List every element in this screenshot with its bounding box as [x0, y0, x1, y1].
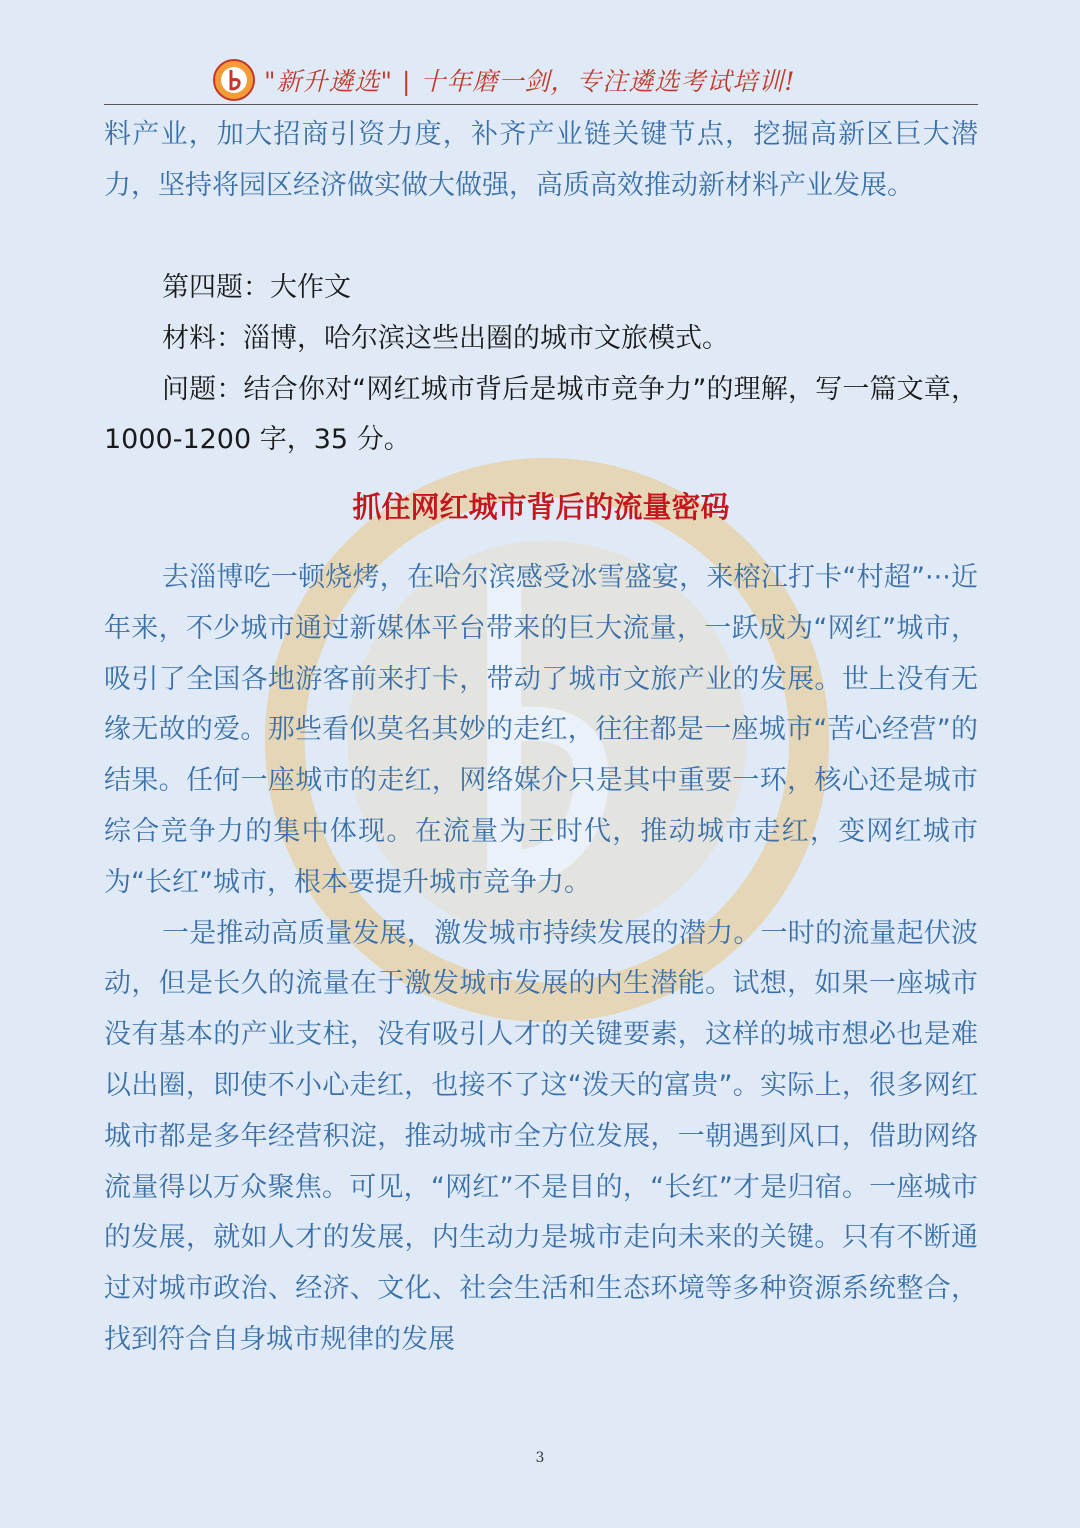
- brand-logo-icon: [212, 58, 256, 102]
- question-material: 材料：淄博，哈尔滨这些出圈的城市文旅模式。: [162, 322, 729, 354]
- page-header: [104, 52, 978, 105]
- question-prompt: 问题：结合你对“网红城市背后是城市竞争力”的理解，写一篇文章，1000-1200 字，35 分。: [104, 373, 978, 456]
- essay-title: 抓住网红城市背后的流量密码: [352, 490, 730, 524]
- intro-paragraph: [104, 110, 978, 212]
- question-block: [104, 263, 978, 466]
- page-number: 3: [535, 1450, 545, 1466]
- essay-body: [104, 553, 978, 1366]
- header-slogan: "新升遴选" | 十年磨一剑，专注遴选考试培训!: [264, 67, 796, 96]
- intro-text: 料产业，加大招商引资力度，补齐产业链关键节点，挖掘高新区巨大潜力，坚持将园区经济做实做大做强，高质高效推动新材料产业发展。: [104, 119, 978, 201]
- essay-paragraph-2: 一是推动高质量发展，激发城市持续发展的潜力。一时的流量起伏波动，但是长久的流量在于激发城市发展的内生潜能。试想，如果一座城市没有基本的产业支柱，没有吸引人才的关键要素，这样的城市想必也是难以出圈，即使不小心走红，也接不了这“泼天的富贵”。实际上，很多网红城市都是多年经营积淀，推动城市全方位发展，一朝遇到风口，借助网络流量得以万众聚焦。可见，“网红”不是目的，“长红”才是归宿。一座城市的发展，就如人才的发展，内生动力是城市走向未来的关键。只有不断通过对城市政治、经济、文化、社会生活和生态环境等多种资源系统整合，找到符合自身城市规律的发展: [104, 917, 978, 1355]
- question-number: 第四题：大作文: [162, 272, 351, 303]
- essay-paragraph-1: 去淄博吃一顿烧烤，在哈尔滨感受冰雪盛宴，来榕江打卡“村超”···近年来，不少城市通过新媒体平台带来的巨大流量，一跃成为“网红”城市，吸引了全国各地游客前来打卡，带动了城市文旅产业的发展。世上没有无缘无故的爱。那些看似莫名其妙的走红，往往都是一座城市“苦心经营”的结果。任何一座城市的走红，网络媒介只是其中重要一环，核心还是城市综合竞争力的集中体现。在流量为王时代，推动城市走红，变网红城市为“长红”城市，根本要提升城市竞争力。: [104, 562, 978, 898]
